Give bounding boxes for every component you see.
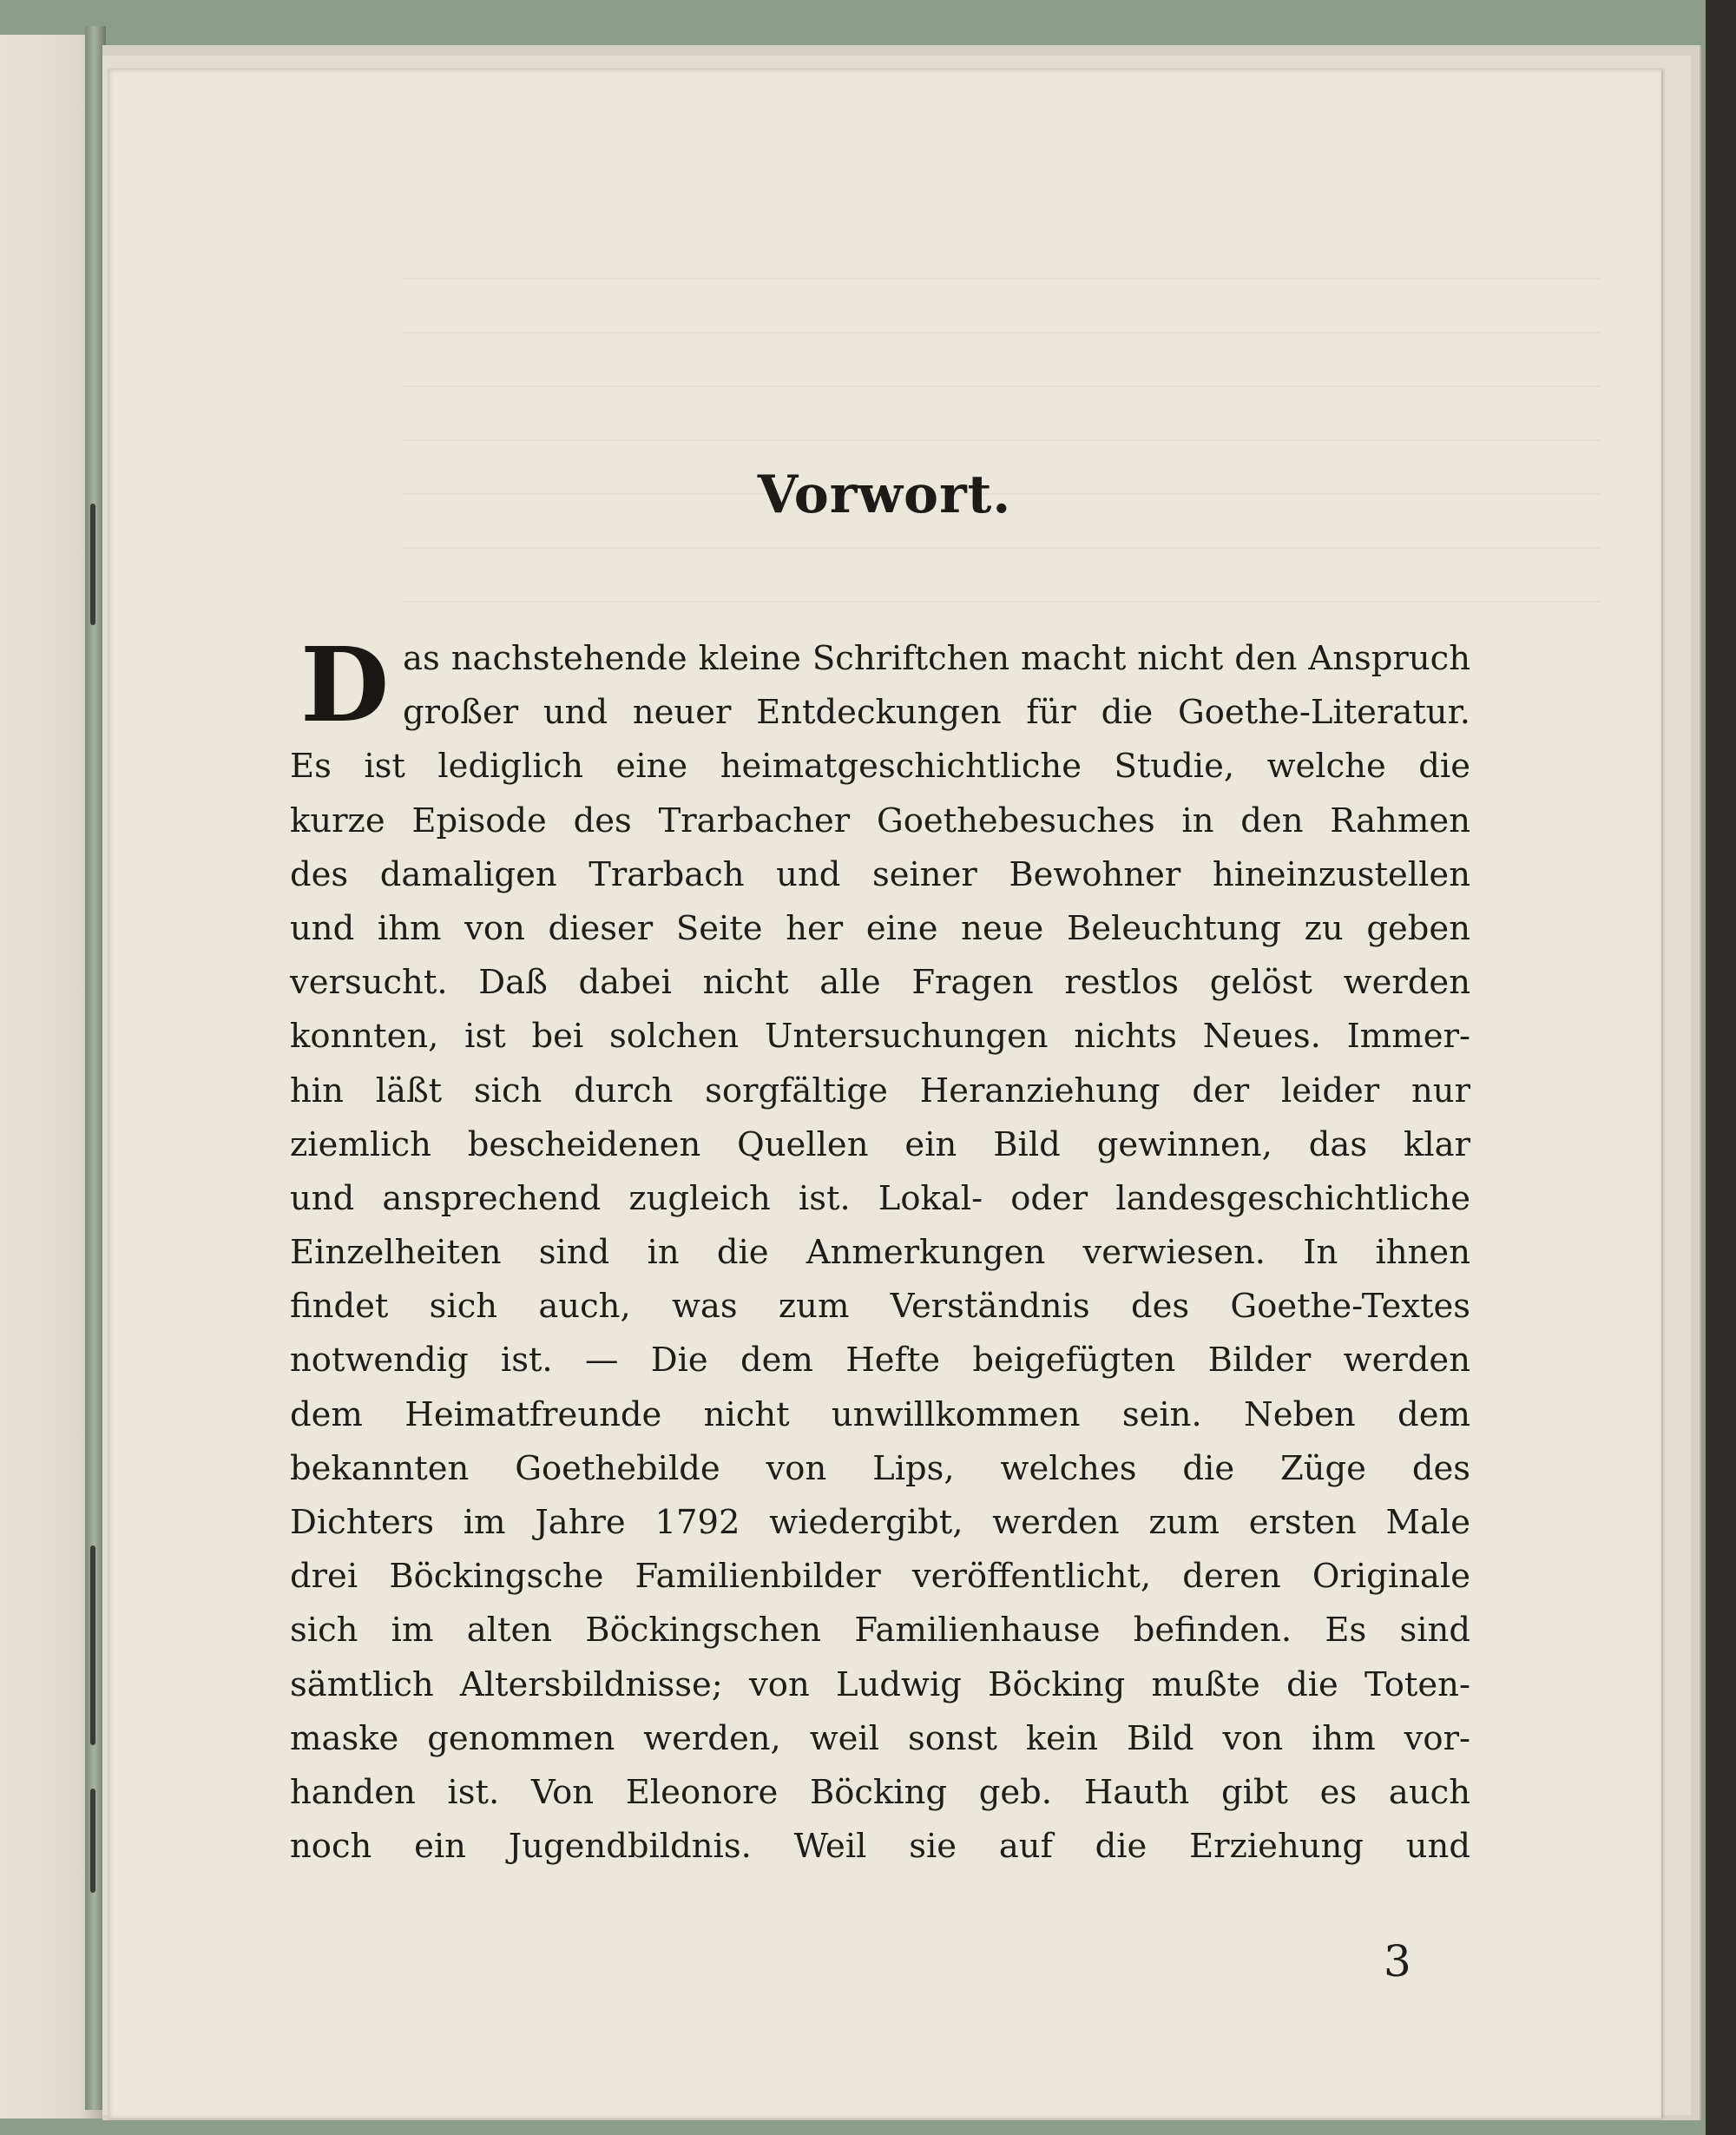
text-line: des damaligen Trarbach und seiner Bewohner hineinzustellen [290,854,1470,894]
text-line: noch ein Jugendbildnis. Weil sie auf die Erziehung und [290,1827,1470,1867]
binding-stitch [90,1789,95,1893]
text-line: findet sich auch, was zum Verständnis des Goethe-Textes [290,1287,1470,1327]
page-heading: Vorwort. [757,465,1012,525]
text-line: kurze Episode des Trarbacher Goethebesuches in den Rahmen [290,801,1470,840]
text-line: und ihm von dieser Seite her eine neue Beleuchtung zu geben [290,908,1470,948]
text-line: konnten, ist bei solchen Untersuchungen nichts Neues. Immer- [290,1017,1470,1057]
text-line: sich im alten Böckingschen Familienhause befinden. Es sind [290,1611,1470,1651]
text-line: notwendig ist. — Die dem Hefte beigefügten Bilder werden [290,1341,1470,1381]
text-line: handen ist. Von Eleonore Böcking geb. Hauth gibt es auch [290,1772,1470,1812]
text-line: großer und neuer Entdeckungen für die Goethe-Literatur. [403,693,1470,733]
text-line: versucht. Daß dabei nicht alle Fragen restlos gelöst werden [290,963,1470,1003]
drop-cap: D [300,624,390,745]
text-line: Dichters im Jahre 1792 wiedergibt, werden zum ersten Male [290,1503,1470,1542]
text-line: ziemlich bescheidenen Quellen ein Bild gewinnen, das klar [290,1124,1470,1164]
text-line: Es ist lediglich eine heimatgeschichtliche Studie, welche die [290,747,1470,787]
binding-stitch [90,1545,95,1745]
text-line: dem Heimatfreunde nicht unwillkommen sein. Neben dem [290,1394,1470,1434]
text-line: Einzelheiten sind in die Anmerkungen verwiesen. In ihnen [290,1233,1470,1273]
show-through-text [403,278,1601,625]
text-line: sämtlich Altersbildnisse; von Ludwig Böcking mußte die Toten- [290,1664,1470,1704]
text-line: as nachstehende kleine Schriftchen macht nicht den Anspruch [403,639,1470,678]
text-line: hin läßt sich durch sorgfältige Heranziehung der leider nur [290,1071,1470,1110]
binding-stitch [90,504,95,625]
text-line: bekannten Goethebilde von Lips, welches die Züge des [290,1448,1470,1488]
page-number: 3 [1384,1936,1411,1987]
text-line: und ansprechend zugleich ist. Lokal- oder landesgeschichtliche [290,1178,1470,1218]
body-text [290,624,1470,1874]
text-line: drei Böckingsche Familienbilder veröffentlicht, deren Originale [290,1557,1470,1597]
book-page [108,69,1661,2119]
text-line: maske genommen werden, weil sonst kein Bild von ihm vor- [290,1718,1470,1758]
